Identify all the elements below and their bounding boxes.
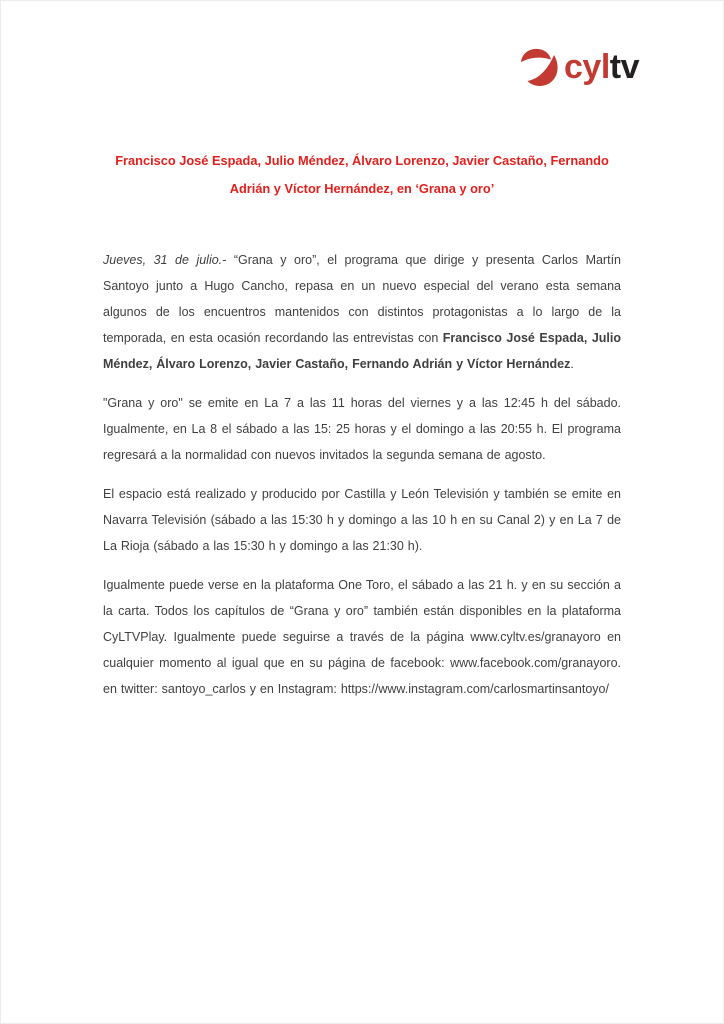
logo-wordmark [564, 50, 639, 84]
paragraph-broadcast-times: "Grana y oro" se emite en La 7 a las 11 horas del viernes y a las 12:45 h del sábado. Igualmente, en La 8 el sábado a las 15: 25 horas y el domingo a las 20:55 h. El programa regresará a la normalidad con nuevos invitados la segunda semana de agosto. [103, 396, 621, 462]
paragraph-lead-end: . [570, 357, 574, 371]
paragraph-production: El espacio está realizado y producido por Castilla y León Televisión y también se emite en Navarra Televisión (sábado a las 15:30 h y domingo a las 10 h en su Canal 2) y en La 7 de La Rioja (sábado a las 15:30 h y domingo a las 21:30 h). [103, 487, 621, 553]
logo-text-tv: tv [609, 48, 639, 86]
cyltv-pinwheel-icon [517, 47, 561, 87]
document-body [1, 247, 723, 702]
paragraph-lead-text: “Grana y oro”, el programa que dirige y presenta Carlos Martín Santoyo junto a Hugo Cancho, repasa en un nuevo especial del verano esta semana algunos de los encuentros mantenidos con distintos protagonistas a lo largo de la temporada, en esta ocasión recordando las entrevistas con [103, 253, 621, 345]
paragraph-platforms-social: Igualmente puede verse en la plataforma One Toro, el sábado a las 21 h. y en su sección a la carta. Todos los capítulos de “Grana y oro” también están disponibles en la plataforma CyLTVPlay. Igualmente puede seguirse a través de la página www.cyltv.es/granayoro en cualquier momento al igual que en su página de facebook: www.facebook.com/granayoro. en twitter: santoyo_carlos y en Instagram: https://www.instagram.com/carlosmartinsantoyo/ [103, 578, 621, 696]
paragraph-lead [103, 247, 621, 377]
page-title: Francisco José Espada, Julio Méndez, Álvaro Lorenzo, Javier Castaño, Fernando Adrián y Víctor Hernández, en ‘Grana y oro’ [115, 153, 609, 196]
cyltv-logo [1, 47, 639, 87]
dateline: Jueves, 31 de julio.- [103, 253, 227, 267]
logo-text-cyl: cyl [564, 48, 610, 86]
bold-guest-names: Francisco José Espada, Julio Méndez, Álvaro Lorenzo, Javier Castaño, Fernando Adrián y Víctor Hernández [103, 331, 621, 371]
